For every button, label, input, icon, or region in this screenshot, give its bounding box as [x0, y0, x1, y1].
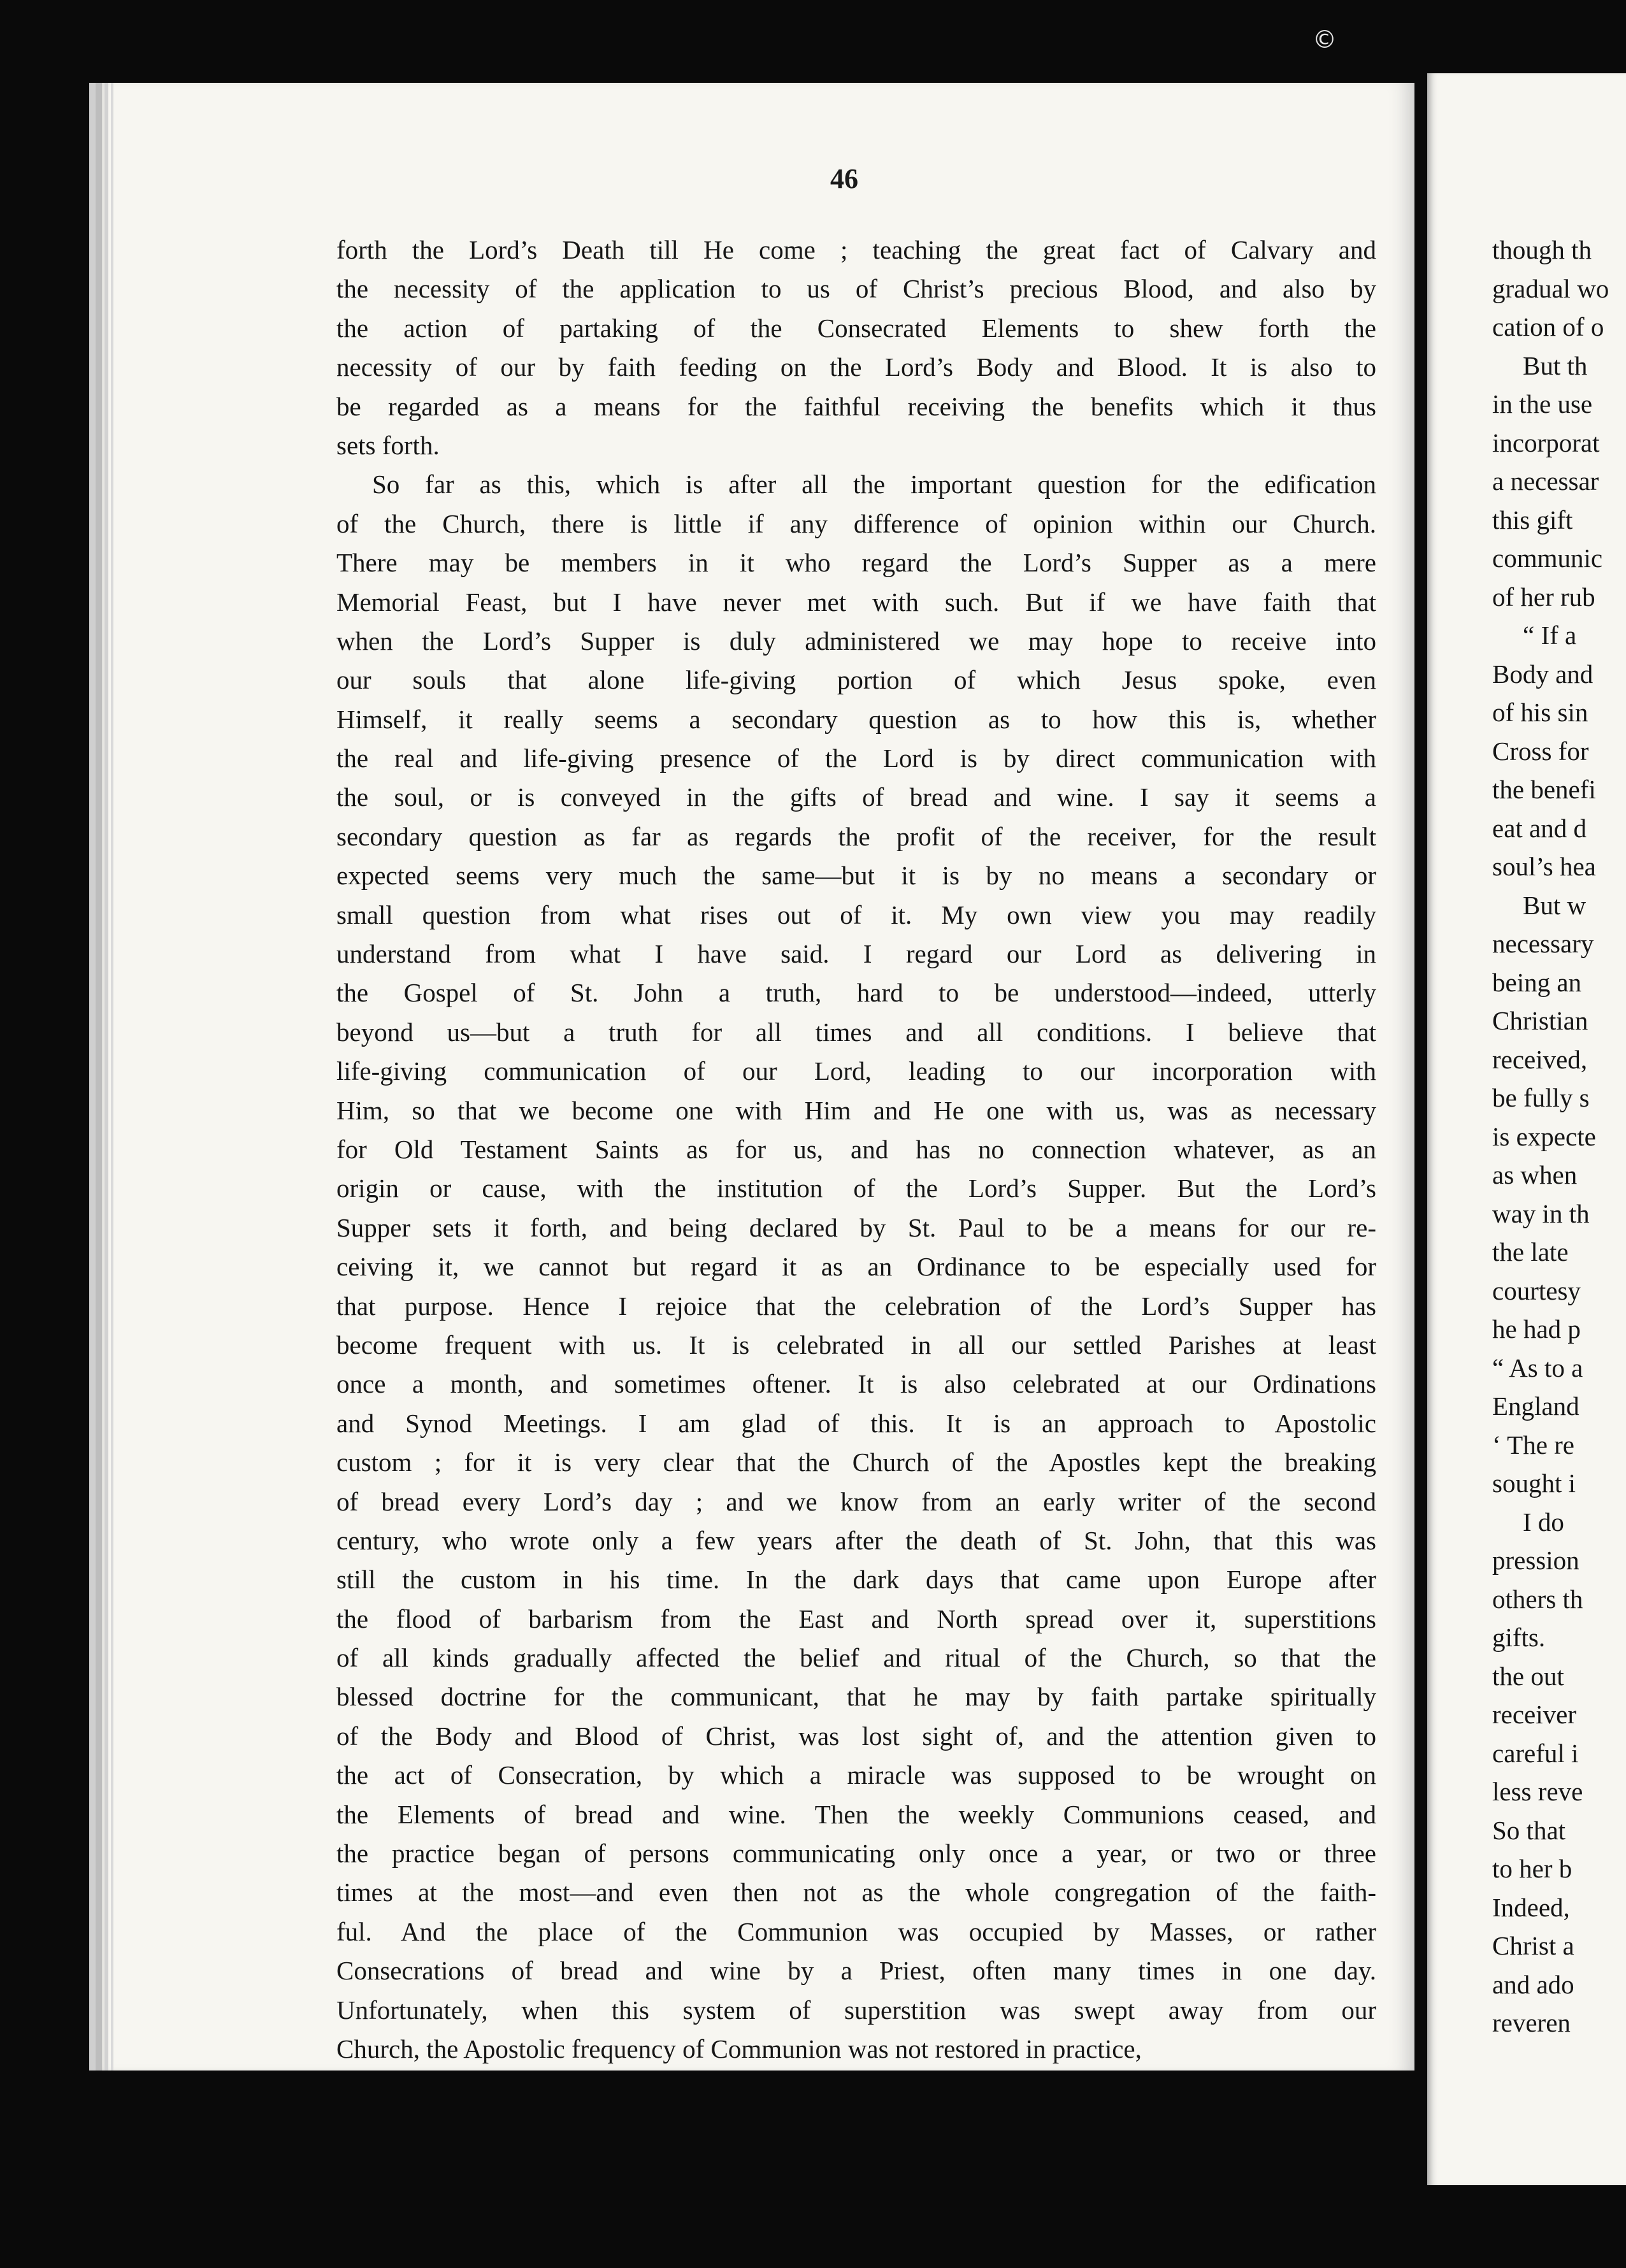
text-line: forth the Lord’s Death till He come ; teaching the great fact of Calvary and: [336, 235, 1376, 264]
text-line: expected seems very much the same—but it is by no means a secondary or: [336, 861, 1376, 891]
page-edge: [104, 83, 108, 2071]
text-line: Christian: [1492, 1006, 1588, 1035]
text-line: way in th: [1492, 1198, 1590, 1228]
text-line: So that: [1492, 1815, 1566, 1845]
text-line: receiver: [1492, 1700, 1576, 1729]
text-line: the Elements of bread and wine. Then the weekly Communions ceased, and: [336, 1799, 1376, 1829]
text-line: the out: [1492, 1661, 1564, 1691]
text-line: necessity of our by faith feeding on the Lord’s Body and Blood. It is also to: [336, 352, 1376, 382]
text-line: Himself, it really seems a secondary question as to how this is, whether: [336, 704, 1376, 734]
text-line: of the Church, there is little if any difference of opinion within our Church.: [336, 508, 1376, 538]
text-line: the benefi: [1492, 775, 1596, 804]
text-line: Memorial Feast, but I have never met with such. But if we have faith that: [336, 587, 1376, 617]
text-line: courtesy: [1492, 1275, 1581, 1305]
text-line: So far as this, which is after all the important question for the edification: [372, 470, 1376, 499]
page-edge: [111, 83, 113, 2071]
text-line: Cross for: [1492, 736, 1589, 766]
text-line: the soul, or is conveyed in the gifts of bread and wine. I say it seems a: [336, 782, 1376, 812]
text-line: the late: [1492, 1237, 1569, 1267]
text-line: Consecrations of bread and wine by a Priest, often many times in one day.: [336, 1956, 1376, 1986]
text-line: as when: [1492, 1160, 1578, 1189]
text-line: Body and: [1492, 659, 1594, 689]
text-line: “ If a: [1523, 621, 1577, 650]
text-line: There may be members in it who regard the Lord’s Supper as a mere: [336, 548, 1376, 578]
text-line: though th: [1492, 235, 1592, 264]
text-line: less reve: [1492, 1777, 1583, 1806]
text-line: careful i: [1492, 1738, 1579, 1768]
text-line: times at the most—and even then not as the whole congregation of the faith-: [336, 1877, 1376, 1907]
text-line: the flood of barbarism from the East and North spread over it, superstitions: [336, 1604, 1376, 1633]
text-line: the practice began of persons communicating only once a year, or two or three: [336, 1839, 1376, 1869]
text-line: “ As to a: [1492, 1353, 1583, 1382]
text-line: Supper sets it forth, and being declared by St. Paul to be a means for our re-: [336, 1212, 1376, 1242]
text-line: cation of o: [1492, 312, 1604, 341]
text-line: once a month, and sometimes oftener. It is also celebrated at our Ordinations: [336, 1369, 1376, 1399]
text-line: ful. And the place of the Communion was occupied by Masses, or rather: [336, 1916, 1376, 1946]
text-line: secondary question as far as regards the profit of the receiver, for the result: [336, 821, 1376, 851]
text-line: become frequent with us. It is celebrated in all our settled Parishes at least: [336, 1330, 1376, 1360]
text-line: a necessar: [1492, 466, 1599, 496]
text-line: of her rub: [1492, 582, 1595, 612]
left-page-text: [336, 231, 1376, 2069]
text-line: in the use: [1492, 389, 1593, 419]
text-line: of bread every Lord’s day ; and we know from an early writer of the second: [336, 1486, 1376, 1516]
text-line: reveren: [1492, 2008, 1571, 2037]
right-page-text-cropped: [1492, 231, 1626, 2042]
text-line: he had p: [1492, 1314, 1581, 1344]
text-line: blessed doctrine for the communicant, that he may by faith partake spiritually: [336, 1682, 1376, 1712]
text-line: communic: [1492, 543, 1603, 573]
text-line: and ado: [1492, 1969, 1574, 1999]
text-line: the act of Consecration, by which a miracle was supposed to be wrought on: [336, 1760, 1376, 1790]
page-edge: [96, 83, 102, 2071]
text-line: the real and life-giving presence of the Lord is by direct communication with: [336, 743, 1376, 773]
text-line: received,: [1492, 1044, 1588, 1074]
text-line: But w: [1523, 890, 1586, 920]
text-line: incorporat: [1492, 427, 1600, 457]
text-line: sets forth.: [336, 430, 440, 460]
text-line: gradual wo: [1492, 273, 1609, 303]
text-line: eat and d: [1492, 813, 1586, 843]
text-line: beyond us—but a truth for all times and all conditions. I believe that: [336, 1017, 1376, 1047]
text-line: be regarded as a means for the faithful receiving the benefits which it thus: [336, 391, 1376, 421]
text-line: Christ a: [1492, 1931, 1574, 1960]
text-line: necessary: [1492, 929, 1594, 958]
text-line: and Synod Meetings. I am glad of this. It is an approach to Apostolic: [336, 1408, 1376, 1438]
text-line: to her b: [1492, 1854, 1572, 1883]
text-line: our souls that alone life-giving portion of which Jesus spoke, even: [336, 665, 1376, 695]
text-line: the Gospel of St. John a truth, hard to be understood—indeed, utterly: [336, 978, 1376, 1008]
text-line: But th: [1523, 350, 1588, 380]
text-line: the necessity of the application to us of Christ’s precious Blood, and also by: [336, 274, 1376, 304]
text-line: gifts.: [1492, 1623, 1546, 1652]
text-line: Unfortunately, when this system of superstition was swept away from our: [336, 1995, 1376, 2025]
text-line: for Old Testament Saints as for us, and has no connection whatever, as an: [336, 1134, 1376, 1164]
text-line: England: [1492, 1391, 1579, 1421]
text-line: others th: [1492, 1584, 1583, 1614]
scan-mark: ©: [1313, 25, 1337, 54]
text-line: ‘ The re: [1492, 1430, 1575, 1460]
text-line: small question from what rises out of it. My own view you may readily: [336, 900, 1376, 929]
text-line: ceiving it, we cannot but regard it as an Ordinance to be especially used for: [336, 1252, 1376, 1282]
text-line: life-giving communication of our Lord, leading to our incorporation with: [336, 1056, 1376, 1086]
text-line: of the Body and Blood of Christ, was lost sight of, and the attention given to: [336, 1721, 1376, 1751]
text-line: this gift: [1492, 505, 1573, 535]
text-line: of his sin: [1492, 698, 1588, 727]
text-line: sought i: [1492, 1468, 1576, 1498]
text-line: Him, so that we become one with Him and He one with us, was as necessary: [336, 1095, 1376, 1125]
page-number: 46: [830, 163, 858, 194]
text-line: origin or cause, with the institution of the Lord’s Supper. But the Lord’s: [336, 1173, 1376, 1203]
text-line: century, who wrote only a few years after the death of St. John, that this was: [336, 1525, 1376, 1555]
text-line: of all kinds gradually affected the belief and ritual of the Church, so that the: [336, 1643, 1376, 1673]
text-line: Church, the Apostolic frequency of Communion was not restored in practice,: [336, 2034, 1142, 2063]
text-line: pression: [1492, 1546, 1579, 1575]
text-line: soul’s hea: [1492, 852, 1596, 881]
text-line: be fully s: [1492, 1083, 1590, 1112]
text-line: custom ; for it is very clear that the Church of the Apostles kept the breaking: [336, 1447, 1376, 1477]
text-line: understand from what I have said. I regard our Lord as delivering in: [336, 939, 1376, 969]
text-line: I do: [1523, 1507, 1564, 1537]
text-line: that purpose. Hence I rejoice that the celebration of the Lord’s Supper has: [336, 1291, 1376, 1321]
text-line: still the custom in his time. In the dark days that came upon Europe after: [336, 1565, 1376, 1595]
text-line: when the Lord’s Supper is duly administered we may hope to receive into: [336, 626, 1376, 656]
text-line: is expecte: [1492, 1121, 1596, 1151]
text-line: being an: [1492, 967, 1582, 997]
text-line: the action of partaking of the Consecrated Elements to shew forth the: [336, 313, 1376, 343]
text-line: Indeed,: [1492, 1892, 1570, 1922]
